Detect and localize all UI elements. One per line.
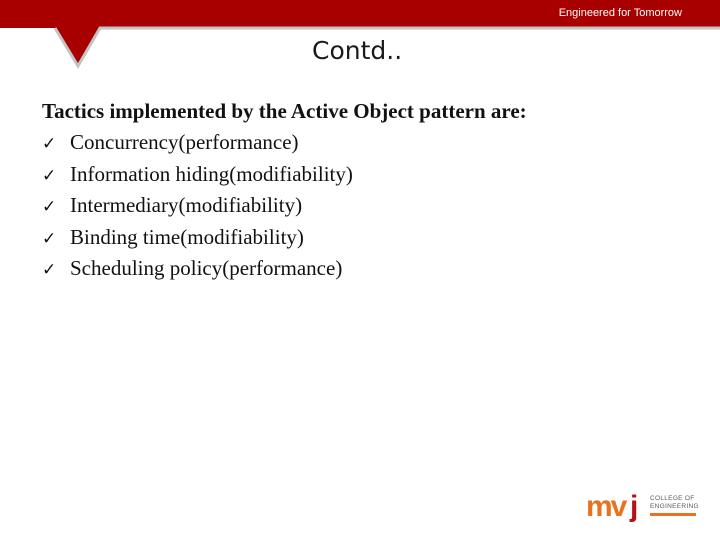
logo-line1: COLLEGE OF — [650, 495, 695, 502]
mvj-logo-mark — [586, 490, 652, 526]
checkmark-icon: ✓ — [42, 228, 57, 249]
checkmark-icon: ✓ — [42, 134, 57, 154]
content-heading: Tactics implemented by the Active Object pattern are: — [42, 99, 527, 123]
list-item — [42, 159, 682, 191]
list-item — [42, 190, 682, 222]
svg-text:mv: mv — [586, 490, 626, 523]
slide-content — [42, 96, 682, 285]
list-item-text: Concurrency(performance) — [70, 130, 299, 154]
list-item-text: Intermediary(modifiability) — [70, 193, 303, 217]
slide-title: Contd.. — [312, 36, 403, 65]
checkmark-icon: ✓ — [42, 165, 57, 186]
logo-line2: ENGINEERING — [650, 503, 699, 510]
list-item — [42, 253, 682, 285]
tactics-list — [42, 127, 682, 285]
mvj-logo — [586, 490, 699, 531]
checkmark-icon: ✓ — [42, 197, 57, 217]
list-item-text: Scheduling policy(performance) — [70, 256, 343, 280]
svg-text:j: j — [630, 490, 639, 523]
checkmark-icon: ✓ — [42, 260, 57, 280]
list-item-text: Information hiding(modifiability) — [70, 161, 353, 186]
list-item-text: Binding time(modifiability) — [70, 224, 304, 249]
list-item — [42, 222, 682, 254]
logo-underline — [650, 513, 696, 516]
header-tagline: Engineered for Tomorrow — [558, 7, 682, 19]
list-item — [42, 127, 682, 159]
